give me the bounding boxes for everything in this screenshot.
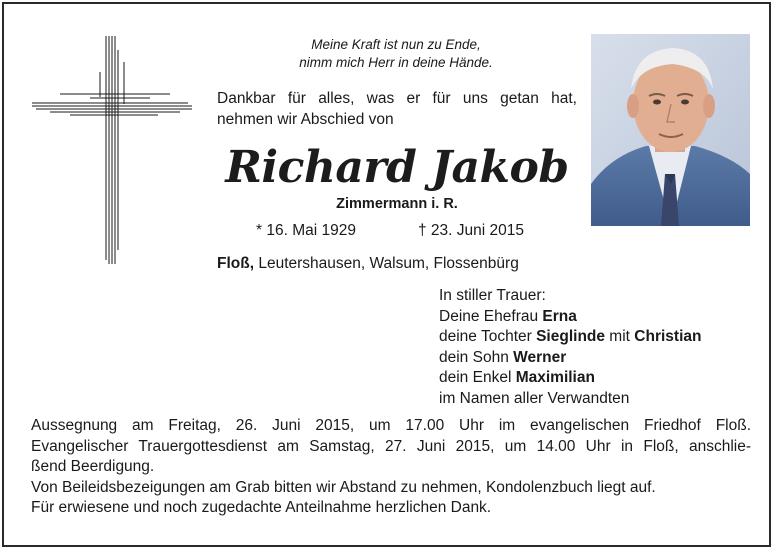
place-primary: Floß, — [217, 255, 255, 272]
mourner-name: Maximilian — [515, 369, 595, 386]
mourners-list — [439, 286, 759, 409]
verse-line: Meine Kraft ist nun zu Ende, — [311, 37, 481, 52]
birth-date: * 16. Mai 1929 — [256, 222, 356, 239]
mourner-relation: dein Enkel — [439, 369, 516, 386]
mourner-line — [439, 327, 759, 348]
portrait-photo — [591, 34, 750, 226]
mourner-relation: Deine Ehefrau — [439, 307, 543, 325]
death-date: † 23. Juni 2015 — [418, 222, 525, 239]
mourner-name: Erna — [542, 307, 577, 325]
footer-line: Aussegnung am Freitag, 26. Juni 2015, um 17.00 Uhr im evangelischen Friedhof Floß. — [31, 417, 751, 434]
mourner-name: Christian — [634, 328, 702, 345]
mourner-name: Werner — [513, 348, 567, 366]
cross-icon — [30, 32, 195, 267]
intro-text — [217, 88, 577, 130]
footer-line: Von Beileidsbezeigungen am Grab bitten wir Abstand zu nehmen, Kondolenzbuch liegt auf. — [31, 478, 656, 496]
mourner-name: Sieglinde — [536, 328, 605, 345]
mourner-relation: deine Tochter — [439, 328, 537, 345]
intro-line: Dankbar für alles, was er für uns getan hat, — [217, 90, 577, 107]
verse-line: nimm mich Herr in deine Hände. — [299, 55, 493, 70]
mourner-connector: mit — [605, 328, 635, 345]
mourners-others: im Namen aller Verwandten — [439, 389, 630, 407]
mourners-heading: In stiller Trauer: — [439, 287, 546, 304]
intro-line: nehmen wir Abschied von — [217, 111, 394, 128]
mourner-line — [439, 368, 759, 389]
service-details — [31, 416, 751, 519]
mourner-relation: dein Sohn — [439, 348, 514, 366]
footer-line: Für erwiesene und noch zugedachte Anteilnahme herzlichen Dank. — [31, 499, 492, 516]
verse — [230, 36, 562, 72]
places-list — [217, 255, 519, 273]
mourner-line — [439, 348, 759, 369]
footer-line: ßend Beerdigung. — [31, 458, 155, 475]
deceased-profession: Zimmermann i. R. — [336, 196, 458, 212]
mourner-line — [439, 307, 759, 328]
places-rest: Leutershausen, Walsum, Flossenbürg — [254, 255, 519, 272]
footer-line: Evangelischer Trauergottesdienst am Samstag, 27. Juni 2015, um 14.00 Uhr in Floß, anschlie- — [31, 437, 751, 455]
deceased-name: Richard Jakob — [225, 142, 569, 193]
